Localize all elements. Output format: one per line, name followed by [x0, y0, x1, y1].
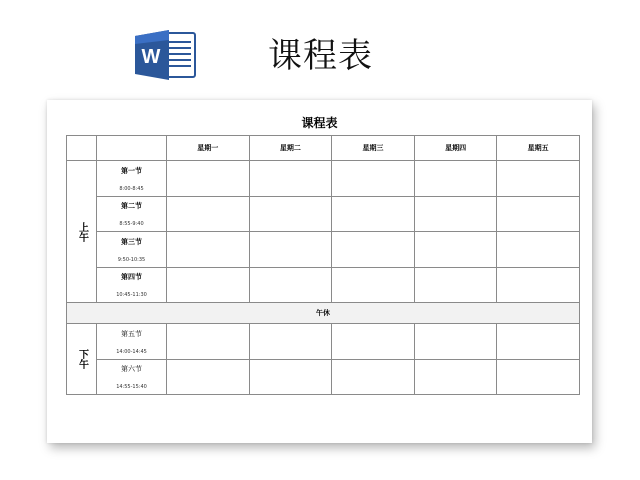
table-row [67, 232, 580, 268]
course-cell[interactable] [497, 161, 580, 197]
period-cell [97, 324, 167, 360]
course-cell[interactable] [332, 161, 415, 197]
schedule-table [66, 135, 580, 395]
day-header: 星期三 [332, 136, 415, 161]
day-header: 星期一 [167, 136, 250, 161]
course-cell[interactable] [497, 196, 580, 232]
period-cell [97, 232, 167, 268]
day-header: 星期二 [249, 136, 332, 161]
course-cell[interactable] [332, 324, 415, 360]
course-cell[interactable] [497, 359, 580, 395]
period-name: 第六节 [121, 365, 142, 374]
table-row [67, 267, 580, 303]
session-cell-morning [67, 161, 97, 303]
svg-text:W: W [141, 46, 161, 68]
period-cell [97, 161, 167, 197]
period-name: 第三节 [121, 237, 142, 246]
course-cell[interactable] [167, 232, 250, 268]
course-cell[interactable] [167, 359, 250, 395]
period-name: 第二节 [121, 202, 142, 211]
course-cell[interactable] [249, 359, 332, 395]
course-cell[interactable] [497, 232, 580, 268]
page-title: 课程表 [268, 36, 373, 76]
course-cell[interactable] [249, 161, 332, 197]
course-cell[interactable] [167, 324, 250, 360]
table-row [67, 324, 580, 360]
day-header: 星期五 [497, 136, 580, 161]
course-cell[interactable] [332, 196, 415, 232]
table-row [67, 161, 580, 197]
period-time: 14:00-14:45 [116, 348, 147, 355]
course-cell[interactable] [414, 232, 497, 268]
course-cell[interactable] [332, 232, 415, 268]
period-name: 第一节 [121, 166, 142, 175]
table-row [67, 196, 580, 232]
period-time: 9:50-10:35 [117, 256, 146, 263]
course-cell[interactable] [167, 196, 250, 232]
schedule-sheet [47, 100, 592, 443]
word-icon [135, 30, 197, 80]
course-cell[interactable] [249, 324, 332, 360]
period-time: 10:45-11:30 [116, 292, 147, 299]
course-cell[interactable] [414, 359, 497, 395]
course-cell[interactable] [497, 324, 580, 360]
period-name: 第五节 [121, 329, 142, 338]
break-label: 午休 [67, 303, 580, 324]
course-cell[interactable] [167, 267, 250, 303]
corner-cell[interactable] [67, 136, 97, 161]
course-cell[interactable] [249, 267, 332, 303]
session-label: 上午 [76, 221, 88, 242]
course-cell[interactable] [249, 232, 332, 268]
course-cell[interactable] [167, 161, 250, 197]
course-cell[interactable] [414, 324, 497, 360]
period-name: 第四节 [121, 273, 142, 282]
period-time: 8:55-9:40 [119, 221, 144, 228]
course-cell[interactable] [414, 161, 497, 197]
day-header: 星期四 [414, 136, 497, 161]
course-cell[interactable] [497, 267, 580, 303]
period-time: 14:55-15:40 [116, 384, 147, 391]
session-label: 下午 [76, 349, 88, 369]
corner-cell[interactable] [97, 136, 167, 161]
period-cell [97, 196, 167, 232]
break-row [67, 303, 580, 324]
table-header-row [67, 136, 580, 161]
course-cell[interactable] [249, 196, 332, 232]
period-cell [97, 359, 167, 395]
period-cell [97, 267, 167, 303]
course-cell[interactable] [332, 267, 415, 303]
course-cell[interactable] [414, 196, 497, 232]
course-cell[interactable] [332, 359, 415, 395]
session-cell-afternoon [67, 324, 97, 395]
table-row [67, 359, 580, 395]
course-cell[interactable] [414, 267, 497, 303]
sheet-title: 课程表 [301, 116, 338, 130]
period-time: 8:00-8:45 [119, 185, 144, 192]
